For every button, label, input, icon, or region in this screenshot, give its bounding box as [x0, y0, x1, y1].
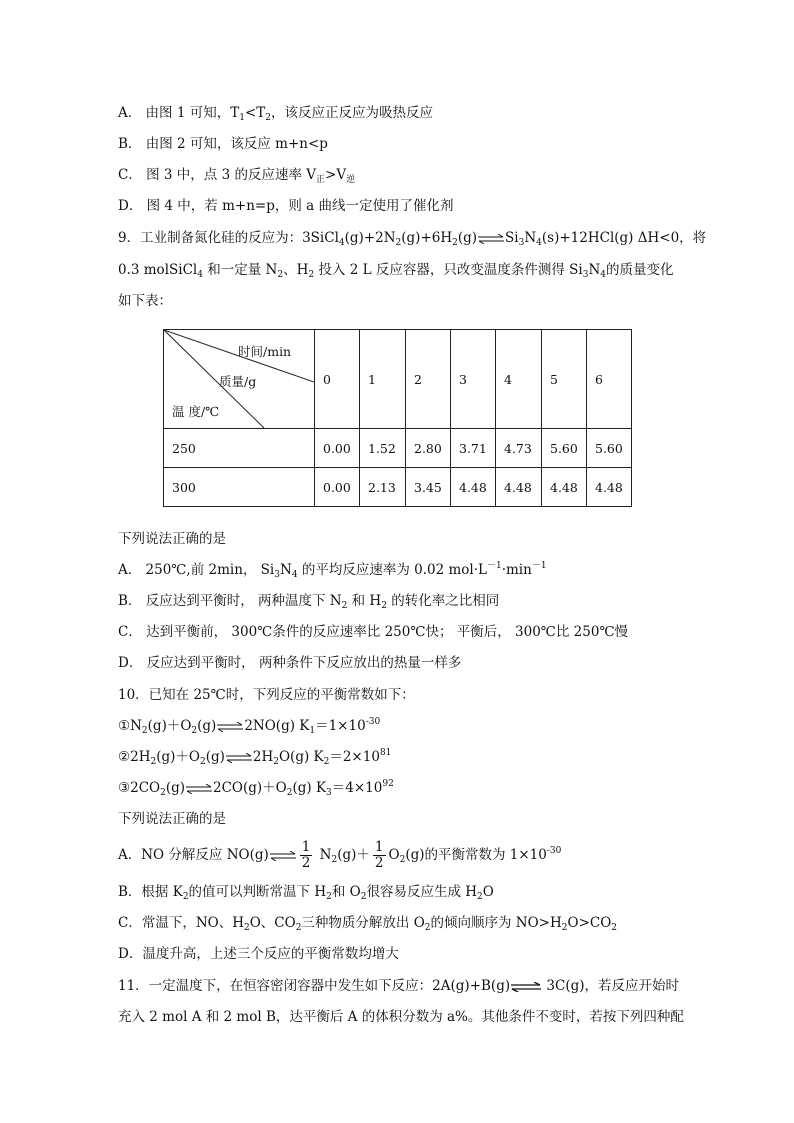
sub: 2 — [331, 855, 338, 865]
sub: 2 — [182, 892, 189, 902]
sub: 1 — [309, 726, 316, 736]
q9-stem-line3: 如下表： — [118, 293, 172, 309]
q8-option-c — [118, 165, 355, 185]
text: (g)的平衡常数为 1×10 — [405, 847, 547, 863]
text: 11．一定温度下，在恒容密闭容器中发生如下反应：2A(g)+B(g) — [118, 978, 511, 994]
fraction-denominator: 2 — [301, 855, 311, 871]
table-cell: 3.71 — [451, 429, 496, 468]
sub: 2 — [277, 270, 284, 280]
sub: 2 — [273, 757, 279, 767]
sub: 2 — [295, 923, 302, 933]
q9-option-c: C． 达到平衡前， 300℃条件的反应速率比 250℃快； 平衡后， 300℃比 250℃慢 — [118, 624, 629, 640]
time-6: 6 — [587, 330, 632, 429]
sub: 2 — [611, 923, 618, 933]
equilibrium-arrow-icon — [217, 722, 243, 732]
q10-option-d: D．温度升高，上述三个反应的平衡常数均增大 — [118, 946, 399, 962]
text: 三种物质分解放出 O — [301, 915, 425, 931]
sup: 92 — [382, 779, 394, 789]
q10-reaction-2 — [118, 747, 391, 767]
text: ①N — [118, 718, 142, 734]
q9-option-b — [118, 591, 499, 611]
text: 和 H — [347, 593, 382, 609]
q8-option-d: D． 图 4 中，若 m+n=p，则 a 曲线一定使用了催化剂 — [118, 198, 454, 214]
sub: 2 — [191, 726, 198, 736]
sup: 81 — [379, 748, 392, 758]
sub: 2 — [360, 892, 367, 902]
text: (s)+12HCl(g) ΔH<0，将 — [541, 230, 707, 246]
text: ＝4×10 — [331, 780, 383, 796]
sub: 2 — [341, 601, 348, 611]
sub: 2 — [561, 923, 568, 933]
sub: 2 — [265, 113, 272, 123]
table-cell: 5.60 — [587, 429, 632, 468]
text: A． 由图 1 可知，T — [118, 105, 240, 121]
sub: 2 — [199, 757, 206, 767]
sub: 2 — [141, 726, 148, 736]
diagonal-header-cell — [164, 330, 315, 429]
equilibrium-arrow-icon — [270, 851, 296, 861]
time-3: 3 — [451, 330, 496, 429]
text: ＝2×10 — [329, 749, 380, 765]
text: (g)＋O — [156, 749, 200, 765]
sub: 2 — [150, 757, 157, 767]
row-temperature: 300 — [164, 468, 315, 507]
sub: 2 — [308, 270, 315, 280]
text: (g) — [165, 780, 186, 796]
q9-stem-line2 — [118, 260, 673, 280]
table-cell: 2.13 — [360, 468, 406, 507]
text: >V — [325, 167, 347, 183]
text: 投入 2 L 反应容器，只改变温度条件测得 Si — [314, 262, 583, 278]
time-1: 1 — [360, 330, 406, 429]
sub: 逆 — [346, 175, 356, 185]
text: 的倾向顺序为 NO>H — [430, 915, 562, 931]
text: O — [388, 847, 400, 863]
sub: 2 — [424, 923, 431, 933]
text: 9．工业制备氮化硅的反应为：3SiCl — [118, 230, 339, 246]
q10-reaction-3 — [118, 778, 394, 798]
text: 很容易反应生成 H — [366, 884, 478, 900]
sub: 2 — [395, 238, 402, 248]
silicon-nitride-mass-table — [163, 329, 632, 507]
fraction — [300, 840, 313, 871]
sub: 4 — [197, 270, 203, 280]
text: (g) — [205, 749, 225, 765]
text: ②2H — [118, 749, 151, 765]
text: A．NO 分解反应 NO(g) — [118, 847, 269, 863]
text: B． 反应达到平衡时， 两种温度下 N — [118, 593, 342, 609]
q8-option-a — [118, 103, 433, 123]
text: (g)+2N — [344, 230, 396, 246]
text: O(g) K — [278, 749, 324, 765]
q10-option-b — [118, 882, 494, 902]
text: Si — [505, 230, 519, 246]
text: (g) — [457, 230, 478, 246]
text: N — [524, 230, 537, 246]
sub: 2 — [243, 923, 250, 933]
text: O — [482, 884, 494, 900]
header-mass: 质量/g — [219, 374, 257, 389]
table-cell: 0.00 — [315, 468, 360, 507]
q9-option-a — [118, 560, 547, 580]
fraction-numerator: 1 — [301, 839, 311, 855]
text: 和一定量 N — [202, 262, 278, 278]
text: N — [280, 562, 292, 578]
sup: －1 — [486, 561, 502, 571]
equilibrium-arrow-icon — [186, 784, 212, 794]
q10-option-c — [118, 913, 617, 933]
sub: 正 — [316, 175, 326, 185]
time-0: 0 — [315, 330, 360, 429]
sub: 3 — [326, 788, 332, 798]
equilibrium-arrow-icon — [511, 982, 541, 992]
text: ＝1×10 — [315, 718, 366, 734]
q10-option-a — [118, 840, 561, 871]
sub: 2 — [160, 788, 166, 798]
table-cell: 4.48 — [496, 468, 542, 507]
q10-prompt: 下列说法正确的是 — [118, 811, 226, 827]
sub: 2 — [477, 892, 483, 902]
time-5: 5 — [542, 330, 587, 429]
q9-prompt: 下列说法正确的是 — [118, 531, 226, 547]
sup: -30 — [546, 846, 562, 856]
text: ·min — [501, 562, 532, 578]
text: O>CO — [567, 915, 612, 931]
text: A． 250℃,前 2min， Si — [118, 562, 275, 578]
sub: 2 — [452, 238, 458, 248]
fraction-numerator: 1 — [374, 839, 384, 855]
sub: 4 — [600, 270, 606, 280]
sub: 3 — [582, 270, 589, 280]
fraction — [373, 840, 386, 871]
table-cell: 2.80 — [406, 429, 451, 468]
text: (g) — [197, 718, 217, 734]
text: 2NO(g) K — [244, 718, 310, 734]
sub: 3 — [518, 238, 525, 248]
table-cell: 5.60 — [542, 429, 587, 468]
q8-option-b: B． 由图 2 可知，该反应 m+n<p — [118, 136, 328, 152]
text: C． 图 3 中，点 3 的反应速率 V — [118, 167, 317, 183]
row-temperature: 250 — [164, 429, 315, 468]
sub: 2 — [323, 757, 330, 767]
table-cell: 1.52 — [360, 429, 406, 468]
equilibrium-arrow-icon — [226, 753, 252, 763]
q10-stem: 10．已知在 25℃时，下列反应的平衡常数如下： — [118, 687, 415, 703]
time-2: 2 — [406, 330, 451, 429]
text: N — [315, 847, 332, 863]
sub: 2 — [326, 892, 332, 902]
text: 的平均反应速率为 0.02 mol·L — [297, 562, 487, 578]
sub: 2 — [286, 788, 293, 798]
text: 的转化率之比相同 — [386, 593, 500, 609]
sub: 3 — [274, 570, 280, 580]
text: 和 O — [331, 884, 361, 900]
time-4: 4 — [496, 330, 542, 429]
text: 的值可以判断常温下 H — [188, 884, 327, 900]
text: ③2CO — [118, 780, 161, 796]
header-temperature: 温 度/℃ — [172, 404, 220, 419]
sub: 2 — [381, 601, 387, 611]
text: (g)+6H — [401, 230, 453, 246]
text: (g)＋ — [337, 847, 370, 863]
table-cell: 4.48 — [542, 468, 587, 507]
table-cell: 0.00 — [315, 429, 360, 468]
q11-stem-line1 — [118, 976, 679, 996]
text: O、CO — [249, 915, 296, 931]
text: <T — [244, 105, 266, 121]
header-time: 时间/min — [238, 344, 292, 359]
text: 0.3 molSiCl — [118, 262, 198, 278]
text: 的质量变化 — [605, 262, 674, 278]
equilibrium-arrow-icon — [478, 234, 504, 244]
text: N — [588, 262, 601, 278]
sub: 4 — [536, 238, 542, 248]
sup: －1 — [531, 561, 547, 571]
table-row — [164, 429, 632, 468]
sup: -30 — [365, 717, 381, 727]
text: 2H — [252, 749, 274, 765]
text: 2CO(g)＋O — [213, 780, 287, 796]
table-header-row — [164, 330, 632, 429]
text: 、H — [283, 262, 309, 278]
table-cell: 4.48 — [451, 468, 496, 507]
sub: 1 — [239, 113, 245, 123]
sub: 4 — [291, 570, 298, 580]
table-cell: 3.45 — [406, 468, 451, 507]
sub: 4 — [338, 238, 345, 248]
text: (g) K — [292, 780, 327, 796]
text: C．常温下，NO、H — [118, 915, 244, 931]
q10-reaction-1 — [118, 716, 380, 736]
text: 3C(g)，若反应开始时 — [542, 978, 679, 994]
table-cell: 4.48 — [587, 468, 632, 507]
sub: 2 — [399, 855, 406, 865]
text: B．根据 K — [118, 884, 183, 900]
text: ，该反应正反应为吸热反应 — [271, 105, 434, 121]
fraction-denominator: 2 — [374, 855, 384, 871]
table-row — [164, 468, 632, 507]
text: (g)＋O — [147, 718, 192, 734]
table-cell: 4.73 — [496, 429, 542, 468]
q9-stem-line1 — [118, 228, 706, 248]
q9-option-d: D． 反应达到平衡时， 两种条件下反应放出的热量一样多 — [118, 655, 462, 671]
q11-stem-line2: 充入 2 mol A 和 2 mol B，达平衡后 A 的体积分数为 a%。其他条件不变时，若按下列四种配 — [118, 1009, 684, 1025]
